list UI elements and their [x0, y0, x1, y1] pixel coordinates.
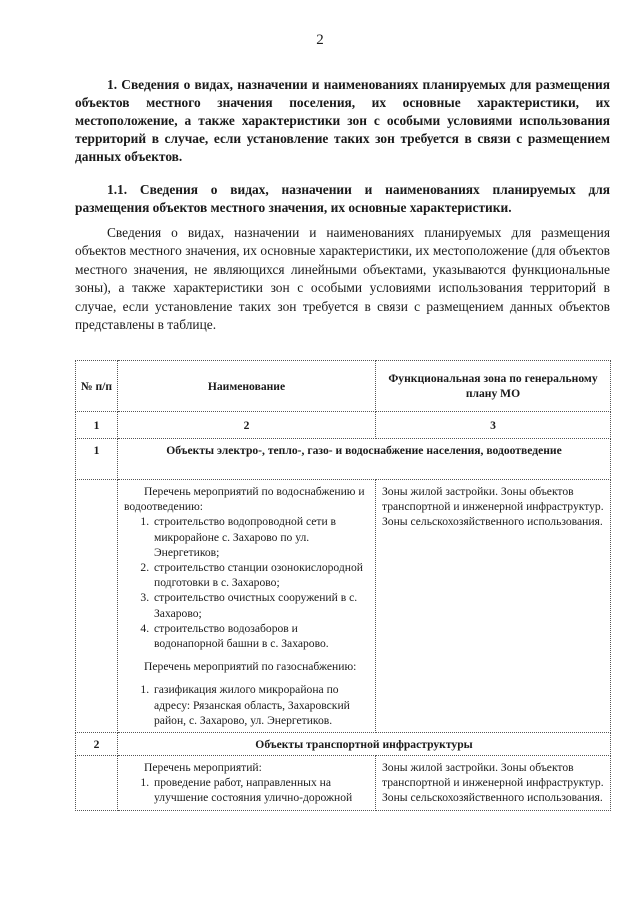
- list-item: 3. строительство очистных сооружений в с. Захарово;: [152, 590, 369, 620]
- intro-paragraph: Сведения о видах, назначении и наименованиях планируемых для размещения объектов местного значения, их основные характеристики, их местоположение (для объектов местного значения, не являющихся линейными объектами, указываются функциональные зоны), а также характеристики зон с особыми условиями использования территорий в случае, если установление таких зон требуется в связи с размещением данных объектов представлены в таблице.: [75, 225, 610, 333]
- list-item: 2. строительство станции озонокислородной подготовки в с. Захарово;: [152, 560, 369, 590]
- column-numbering-row: [76, 412, 611, 439]
- section-title: Объекты транспортной инфраструктуры: [118, 733, 611, 756]
- section-title: Объекты электро-, тепло-, газо- и водоснабжение населения, водоотведение: [118, 439, 611, 480]
- measures-cell: [118, 756, 376, 811]
- measures-intro: Перечень мероприятий по водоснабжению и водоотведению:: [124, 485, 365, 514]
- page-number: 2: [316, 32, 324, 48]
- header-zone: Функциональная зона по генеральному плану МО: [376, 361, 611, 412]
- column-number: 3: [376, 412, 611, 439]
- section-heading-1-1: 1.1. Сведения о видах, назначении и наименованиях планируемых для размещения объектов местного значения, их основные характеристики.: [75, 182, 610, 215]
- measures-intro: Перечень мероприятий по газоснабжению:: [144, 660, 357, 674]
- list-item: 1. проведение работ, направленных на улучшение состояния улично-дорожной: [152, 775, 369, 805]
- zone-cell: Зоны жилой застройки. Зоны объектов транспортной и инженерной инфраструктур. Зоны сельскохозяйственного использования.: [376, 756, 611, 811]
- objects-table: [75, 360, 611, 811]
- measures-intro: Перечень мероприятий:: [144, 761, 262, 775]
- measures-list: [124, 682, 369, 728]
- list-item: 4. строительство водозаборов и водонапорной башни в с. Захарово.: [152, 621, 369, 651]
- column-number: 2: [118, 412, 376, 439]
- section-heading-1: 1. Сведения о видах, назначении и наименованиях планируемых для размещения объектов местного значения поселения, их основные характеристики, их местоположение, а также характеристики зон с особыми условиями использования территорий в случае, если установление таких зон требуется в связи с размещением данных объектов.: [75, 77, 610, 164]
- zone-cell: Зоны жилой застройки. Зоны объектов транспортной и инженерной инфраструктур. Зоны сельскохозяйственного использования.: [376, 480, 611, 733]
- empty-cell: [76, 756, 118, 811]
- section-content-row-2: [76, 756, 611, 811]
- section-row-1: [76, 439, 611, 480]
- section-number: 1: [76, 439, 118, 480]
- empty-cell: [76, 480, 118, 733]
- measures-cell: [118, 480, 376, 733]
- header-number: № п/п: [76, 361, 118, 412]
- column-number: 1: [76, 412, 118, 439]
- section-number: 2: [76, 733, 118, 756]
- measures-list: [124, 514, 369, 651]
- section-row-2: [76, 733, 611, 756]
- section-content-row-1: [76, 480, 611, 733]
- header-name: Наименование: [118, 361, 376, 412]
- table-header-row: [76, 361, 611, 412]
- list-item: 1. газификация жилого микрорайона по адресу: Рязанская область, Захаровский район, с. Захарово, ул. Энергетиков.: [152, 682, 369, 728]
- list-item: 1. строительство водопроводной сети в микрорайоне с. Захарово по ул. Энергетиков;: [152, 514, 369, 560]
- measures-list: [124, 775, 369, 805]
